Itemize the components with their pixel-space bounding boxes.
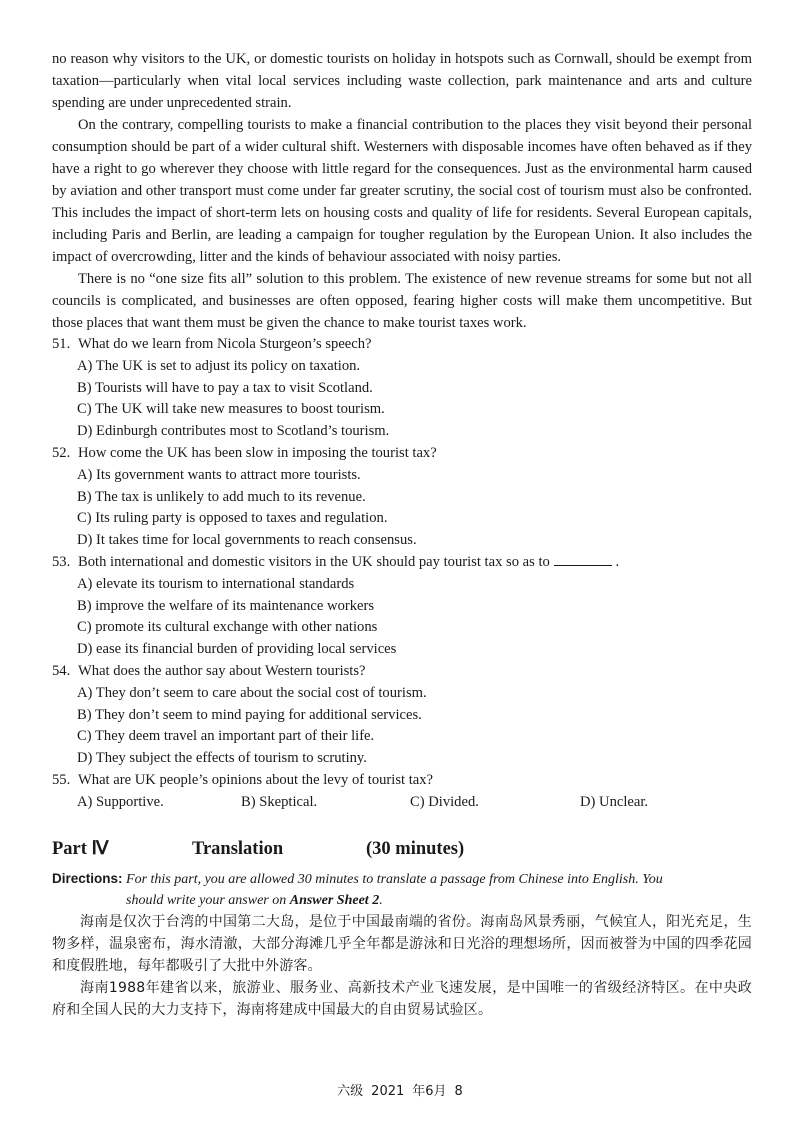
page-number: 8 (454, 1084, 463, 1099)
answer-sheet-ref: Answer Sheet 2 (289, 892, 380, 908)
footer-year: 2021 (371, 1084, 405, 1099)
footer-month: 年6月 (412, 1084, 447, 1099)
option-b: B) improve the welfare of its maintenance workers (77, 597, 375, 614)
option-c: C) Divided. (410, 793, 479, 810)
chinese-paragraph-1: 海南是仅次于台湾的中国第二大岛，是位于中国最南端的省份。海南岛风景秀丽，气候宜人，阳光充足，生物多样，温泉密布，海水清澈，大部分海滩几乎全年都是游泳和日光浴的理想场所，因而被誉为中国的四季花园和度假胜地，每年都吸引了大批中外游客。 (52, 913, 752, 974)
question-number: 51. (52, 336, 71, 352)
question-number: 54. (52, 662, 71, 679)
directions (52, 868, 752, 911)
option-c: C) The UK will take new measures to boost tourism. (77, 401, 385, 418)
question-54 (52, 661, 752, 770)
option-c: C) They deem travel an important part of their life. (77, 728, 375, 745)
part-number: Part Ⅳ (52, 838, 109, 859)
part-time: (30 minutes) (366, 838, 465, 859)
question-55 (52, 770, 752, 814)
options-row (52, 792, 752, 814)
question-text: What do we learn from Nicola Sturgeon’s speech? (78, 336, 372, 352)
question-text: How come the UK has been slow in imposing the tourist tax? (78, 444, 437, 461)
part-title: Translation (192, 838, 284, 859)
page-footer (0, 1080, 800, 1099)
answer-blank (554, 553, 612, 566)
exam-page (52, 48, 752, 1021)
option-c: C) promote its cultural exchange with other nations (77, 619, 378, 636)
option-d: D) ease its financial burden of providing local services (77, 641, 397, 658)
footer-level: 六级 (337, 1084, 364, 1099)
question-number: 53. (52, 553, 71, 570)
question-51 (52, 334, 752, 443)
question-text: What are UK people’s opinions about the levy of tourist tax? (78, 771, 434, 788)
directions-text-1: For this part, you are allowed 30 minutes to translate a passage from Chinese into English. You (126, 871, 663, 887)
option-b: B) Tourists will have to pay a tax to visit Scotland. (77, 379, 373, 396)
option-d: D) It takes time for local governments to reach consensus. (77, 532, 417, 549)
option-d: D) Edinburgh contributes most to Scotland’s tourism. (77, 423, 390, 440)
question-text: Both international and domestic visitors in the UK should pay tourist tax so as to (78, 553, 550, 570)
option-c: C) Its ruling party is opposed to taxes and regulation. (77, 510, 388, 527)
chinese-paragraph-2: 海南1988年建省以来，旅游业、服务业、高新技术产业飞速发展，是中国唯一的省级经济特区。在中央政府和全国人民的大力支持下，海南将建成中国最大的自由贸易试验区。 (52, 979, 752, 1018)
question-number: 55. (52, 771, 71, 788)
passage-paragraph-1: no reason why visitors to the UK, or domestic tourists on holiday in hotspots such as Cornwall, should be exempt from taxation—particularly when vital local services including waste collection, park maintenance and arts and culture spending are under unprecedented strain. (52, 51, 752, 111)
option-d: D) They subject the effects of tourism to scrutiny. (77, 750, 367, 767)
option-b: B) The tax is unlikely to add much to its revenue. (77, 488, 366, 505)
option-b: B) They don’t seem to mind paying for additional services. (77, 706, 422, 723)
directions-text-2: should write your answer on Answer Sheet 2. (126, 892, 383, 908)
question-53: 53. Both international and domestic visitors in the UK should pay tourist tax so as to . A) elevate its tourism to international standards B) improve the welfare of its maintenance workers C) promote its cultural exchange with other nations D) ease its financial burden of providing local services (52, 552, 752, 661)
question-number: 52. (52, 444, 71, 461)
option-a: A) They don’t seem to care about the social cost of tourism. (77, 684, 427, 701)
option-d: D) Unclear. (580, 793, 649, 810)
passage-paragraph-3: There is no “one size fits all” solution to this problem. The existence of new revenue streams for some but not all councils is complicated, and businesses are often opposed, fearing higher costs will make them uncompetitive. But those places that want them must be given the chance to make tourist taxes work. (52, 271, 752, 331)
question-text: What does the author say about Western tourists? (78, 662, 366, 679)
option-a: A) Its government wants to attract more tourists. (77, 466, 361, 483)
option-a: A) Supportive. (77, 793, 164, 810)
question-52 (52, 443, 752, 552)
option-a: A) elevate its tourism to international standards (77, 575, 355, 592)
option-b: B) Skeptical. (241, 793, 318, 810)
part-header (52, 836, 752, 862)
passage-paragraph-2: On the contrary, compelling tourists to make a financial contribution to the places they visit beyond their personal consumption should be part of a wider cultural shift. Westerners with disposable incomes have often behaved as if they have a right to go wherever they choose with little regard for the consequences. Just as the environmental harm caused by aviation and other transport must come under far greater scrutiny, the social cost of tourism must also be confronted. This includes the impact of short-term lets on housing costs and quality of life for residents. Several European capitals, including Paris and Berlin, are leading a campaign for tougher regulation by the European Union. It also includes the impact of overcrowding, litter and the kinds of behaviour associated with noisy parties. (52, 117, 752, 265)
directions-label: Directions: (52, 870, 123, 886)
option-a: A) The UK is set to adjust its policy on taxation. (77, 357, 361, 374)
